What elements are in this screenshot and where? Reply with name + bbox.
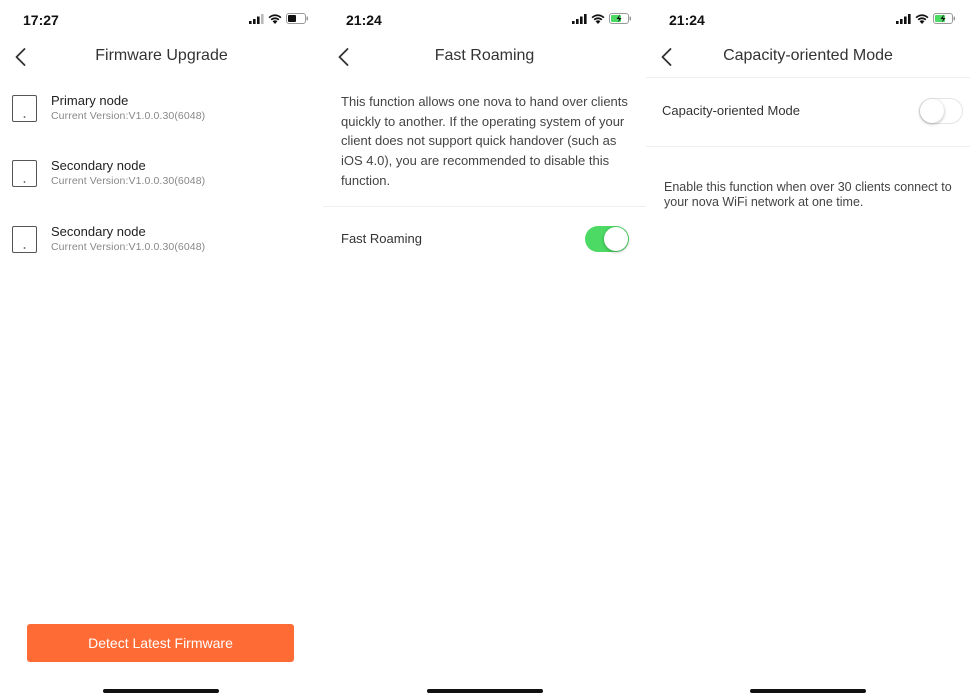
wifi-icon <box>268 14 282 24</box>
fast-roaming-description: This function allows one nova to hand over clients quickly to another. If the operating system of your client does not support quick handover (such as iOS 4.0), you are recommended to disable this function. <box>341 94 628 188</box>
divider <box>646 146 970 147</box>
node-item-primary[interactable] <box>0 88 323 136</box>
home-indicator <box>427 689 543 693</box>
node-version: Current Version:V1.0.0.30(6048) <box>51 175 206 187</box>
battery-icon <box>286 13 309 24</box>
detect-latest-firmware-button[interactable]: Detect Latest Firmware <box>27 624 294 662</box>
firmware-upgrade-screen <box>0 0 323 700</box>
divider <box>323 206 646 207</box>
chevron-left-icon <box>338 48 349 66</box>
back-button[interactable] <box>331 44 355 70</box>
status-icons <box>572 13 632 24</box>
chevron-left-icon <box>15 48 26 66</box>
home-indicator <box>750 689 866 693</box>
back-button[interactable] <box>654 44 678 70</box>
router-device-icon <box>12 160 37 187</box>
node-name: Secondary node <box>51 158 146 173</box>
router-device-icon <box>12 95 37 122</box>
cellular-signal-icon <box>896 14 911 24</box>
status-bar <box>0 0 323 38</box>
page-title: Capacity-oriented Mode <box>723 47 893 64</box>
divider <box>646 77 970 78</box>
capacity-mode-toggle[interactable] <box>919 98 963 124</box>
cellular-signal-icon <box>572 14 587 24</box>
capacity-mode-screen <box>646 0 970 700</box>
status-bar <box>646 0 970 38</box>
toggle-knob <box>604 227 628 251</box>
fast-roaming-toggle[interactable] <box>585 226 629 252</box>
status-time: 17:27 <box>23 12 59 28</box>
status-icons <box>249 13 309 24</box>
back-button[interactable] <box>8 44 32 70</box>
status-time: 21:24 <box>669 12 705 28</box>
page-title: Firmware Upgrade <box>95 47 228 64</box>
battery-charging-icon <box>933 13 956 24</box>
toggle-knob <box>920 99 944 123</box>
chevron-left-icon <box>661 48 672 66</box>
setting-label: Capacity-oriented Mode <box>662 103 801 118</box>
status-time: 21:24 <box>346 12 382 28</box>
fast-roaming-row <box>323 219 646 261</box>
nav-bar <box>0 38 323 76</box>
node-name: Primary node <box>51 93 129 108</box>
status-icons <box>896 13 956 24</box>
router-device-icon <box>12 226 37 253</box>
cellular-signal-icon <box>249 14 264 24</box>
status-bar <box>323 0 646 38</box>
nav-bar <box>646 38 970 76</box>
node-version: Current Version:V1.0.0.30(6048) <box>51 110 206 122</box>
page-title: Fast Roaming <box>434 47 535 64</box>
wifi-icon <box>591 14 605 24</box>
wifi-icon <box>915 14 929 24</box>
capacity-mode-info: Enable this function when over 30 clients connect to your nova WiFi network at one time. <box>664 180 952 209</box>
nav-bar <box>323 38 646 76</box>
home-indicator <box>103 689 219 693</box>
battery-charging-icon <box>609 13 632 24</box>
node-version: Current Version:V1.0.0.30(6048) <box>51 241 206 253</box>
setting-label: Fast Roaming <box>341 231 422 246</box>
capacity-mode-row <box>646 91 970 133</box>
fast-roaming-screen <box>323 0 646 700</box>
node-name: Secondary node <box>51 224 146 239</box>
node-item-secondary-1[interactable] <box>0 153 323 201</box>
node-item-secondary-2[interactable] <box>0 219 323 267</box>
